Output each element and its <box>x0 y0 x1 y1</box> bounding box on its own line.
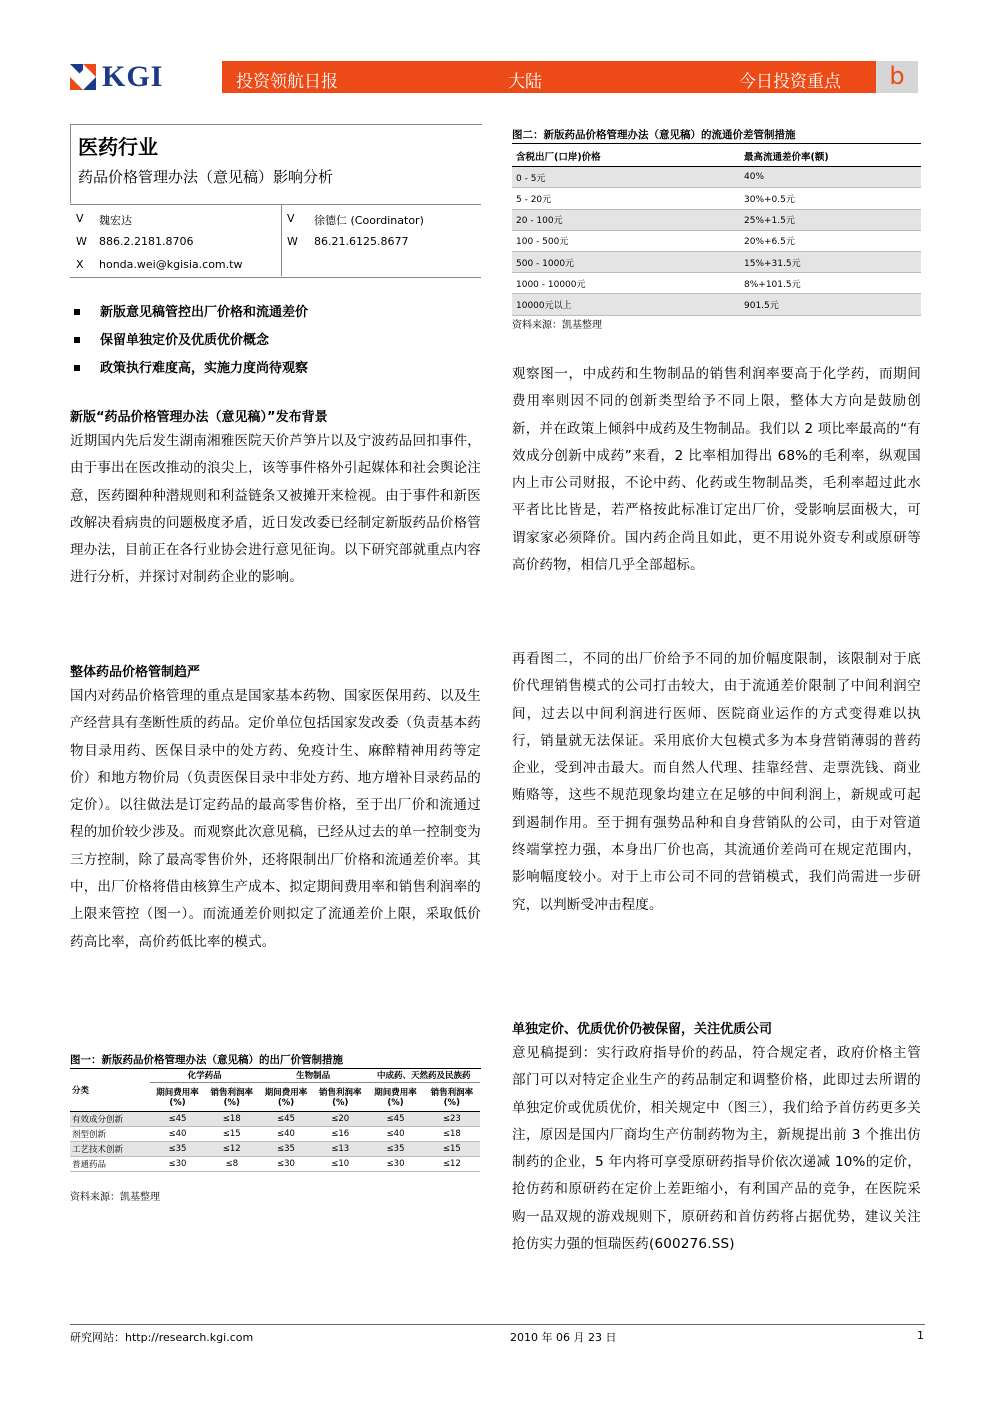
fig1-group-bio: 生物制品 <box>259 1068 368 1083</box>
footer-date: 2010 年 06 月 23 日 <box>510 1331 617 1344</box>
report-focus: 今日投资重点 <box>739 72 841 92</box>
table-cell: 30%+0.5元 <box>740 188 921 209</box>
table-cell: 500 - 1000元 <box>512 251 740 272</box>
fig2-source: 资料来源：凯基整理 <box>512 320 602 331</box>
logo-text: KGI <box>102 60 164 93</box>
sector-title: 医药行业 <box>78 135 158 159</box>
author2-mark: V <box>287 212 295 225</box>
table-row <box>512 230 921 251</box>
table-cell: ≤12 <box>424 1157 480 1172</box>
paragraph-background: 近期国内先后发生湖南湘雅医院天价芦笋片以及宁波药品回扣事件，由于事出在医改推动的浪尖上，该等事件格外引起媒体和社会舆论注意，医药圈种种潜规则和利益链条又被摊开来检视。由于事件和新医改解决看病贵的问题极度矛盾，近日发改委已经制定新版药品价格管理办法，目前正在各行业协会进行意见征询。以下研究部就重点内容进行分析，并探讨对制药企业的影响。 <box>70 433 481 586</box>
paragraph-fig1-analysis: 观察图一，中成药和生物制品的销售利润率要高于化学药，而期间费用率则因不同的创新类型给予不同上限，整体大方向是鼓励创新，并在政策上倾斜中成药及生物制品。我们以 2 项比率最高的“有效成分创新中成药”来看，2 比率相加得出 68%的毛利率，纵观国内上市公司财报，不论中药、化药或生物制品类，毛利率超过此水平者比比皆是，若严格按此标准订定出厂价，受影响层面极大，可谓家家必须降价。国内药企尚且如此，更不用说外资专利或原研等高价药物，相信几乎全部超标。 <box>512 366 921 574</box>
table-cell: ≤30 <box>367 1157 423 1172</box>
bullet-item <box>74 301 308 320</box>
fig1-col-class: 分类 <box>70 1068 150 1112</box>
fig1-sub-profit: 销售利润率(%) <box>210 1088 254 1108</box>
table-cell: 5 - 20元 <box>512 188 740 209</box>
table-row <box>512 209 921 230</box>
row-label: 工艺技术创新 <box>70 1142 150 1157</box>
section-heading-price-control: 整体药品价格管制趋严 <box>70 665 201 680</box>
table-cell: 100 - 500元 <box>512 230 740 251</box>
table-row <box>512 251 921 272</box>
table-cell: ≤23 <box>424 1112 480 1127</box>
fig1-sub-profit: 销售利润率(%) <box>319 1088 362 1108</box>
table-row <box>512 167 921 188</box>
fig1-sub-profit: 销售利润率(%) <box>430 1088 474 1108</box>
fig2-table <box>512 146 921 316</box>
table-row <box>70 1142 480 1157</box>
table-cell: ≤45 <box>367 1112 423 1127</box>
footer-website[interactable]: 研究网站：http://research.kgi.com <box>70 1331 254 1344</box>
fig1-sub-expense: 期间费用率(%) <box>374 1088 417 1108</box>
bullet-square-icon <box>74 309 80 315</box>
table-cell: ≤40 <box>367 1127 423 1142</box>
kgi-logo <box>70 62 180 92</box>
kgi-logo-icon <box>70 64 96 90</box>
table-cell: ≤16 <box>313 1127 367 1142</box>
author1-tel: 886.2.2181.8706 <box>99 235 194 248</box>
table-cell: 15%+31.5元 <box>740 251 921 272</box>
fig1-source: 资料来源：凯基整理 <box>70 1192 160 1203</box>
report-region: 大陆 <box>508 72 542 92</box>
report-banner <box>222 61 876 93</box>
table-cell: ≤15 <box>424 1142 480 1157</box>
page-footer <box>70 1324 925 1344</box>
footer-page-number: 1 <box>917 1329 924 1342</box>
table-cell: ≤40 <box>259 1127 313 1142</box>
table-cell: ≤18 <box>205 1112 259 1127</box>
table-cell: ≤12 <box>205 1142 259 1157</box>
authors-divider <box>281 204 282 276</box>
author1-name: 魏宏达 <box>99 214 132 227</box>
section-heading-background: 新版“药品价格管理办法（意见稿）”发布背景 <box>70 410 328 425</box>
fig1-group-tcm: 中成药、天然药及民族药 <box>367 1068 480 1083</box>
bullet-square-icon <box>74 337 80 343</box>
table-cell: ≤15 <box>205 1127 259 1142</box>
table-row <box>512 273 921 294</box>
fig1-sub-expense: 期间费用率(%) <box>264 1088 308 1108</box>
table-cell: ≤35 <box>150 1142 204 1157</box>
table-cell: ≤8 <box>205 1157 259 1172</box>
fig2-col-price: 含税出厂(口岸)价格 <box>512 146 740 167</box>
table-cell: ≤35 <box>259 1142 313 1157</box>
author1-email[interactable]: honda.wei@kgisia.com.tw <box>99 258 243 271</box>
fig1-caption: 图一：新版药品价格管理办法（意见稿）的出厂价管制措施 <box>70 1052 481 1069</box>
bullet-square-icon <box>74 365 80 371</box>
author2-tel: 86.21.6125.8677 <box>314 235 409 248</box>
table-cell: ≤20 <box>313 1112 367 1127</box>
row-label: 有效成分创新 <box>70 1112 150 1127</box>
bullet-text: 保留单独定价及优质优价概念 <box>100 333 270 348</box>
table-cell: 0 - 5元 <box>512 167 740 188</box>
table-cell: ≤30 <box>150 1157 204 1172</box>
section-heading-pricing: 单独定价、优质优价仍被保留，关注优质公司 <box>512 1022 773 1037</box>
author1-mail-mark: X <box>76 258 84 271</box>
paragraph-price-control: 国内对药品价格管理的重点是国家基本药物、国家医保用药、以及生产经营具有垄断性质的药品。定价单位包括国家发改委（负责基本药物目录用药、医保目录中的处方药、免疫计生、麻醉精神用药等定价）和地方物价局（负责医保目录中非处方药、地方增补目录药品的定价）。以往做法是订定药品的最高零售价格，至于出厂价和流通过程的加价较少涉及。而观察此次意见稿，已经从过去的单一控制变为三方控制，除了最高零售价外，还将限制出厂价格和流通差价率。其中，出厂价格将借由核算生产成本、拟定期间费用率和销售利润率的上限来管控（图一）。而流通差价则拟定了流通差价上限，采取低价药高比率，高价药低比率的模式。 <box>70 688 481 950</box>
banner-tab-letter: b <box>876 61 918 93</box>
bullet-text: 新版意见稿管控出厂价格和流通差价 <box>100 305 309 320</box>
fig1-group-chem: 化学药品 <box>150 1068 259 1083</box>
table-row <box>70 1127 480 1142</box>
fig1-sub-expense: 期间费用率(%) <box>156 1088 199 1108</box>
table-cell: ≤45 <box>259 1112 313 1127</box>
table-cell: ≤35 <box>367 1142 423 1157</box>
table-cell: 8%+101.5元 <box>740 273 921 294</box>
table-cell: 40% <box>740 167 921 188</box>
table-row <box>512 294 921 315</box>
sector-subtitle: 药品价格管理办法（意见稿）影响分析 <box>78 168 334 186</box>
table-cell: 901.5元 <box>740 294 921 315</box>
table-cell: ≤40 <box>150 1127 204 1142</box>
bullet-item <box>74 357 308 376</box>
row-label: 普通药品 <box>70 1157 150 1172</box>
table-cell: ≤30 <box>259 1157 313 1172</box>
paragraph-pricing: 意见稿提到：实行政府指导价的药品，符合规定者，政府价格主管部门可以对特定企业生产的药品制定和调整价格，此即过去所谓的单独定价或优质优价，相关规定中（图三），我们给予首仿药更多关注，原因是国内厂商均生产仿制药物为主，新规提出前 3 个推出仿制药的企业，5 年内将可享受原研药指导价依次递减 10%的定价，抢仿药和原研药在定价上差距缩小，有利国产品的竞争，在医院采购一品双规的游戏规则下，原研药和首仿药将占据优势，建议关注抢仿实力强的恒瑞医药(600276.SS) <box>512 1045 921 1253</box>
table-cell: 20 - 100元 <box>512 209 740 230</box>
table-row <box>70 1157 480 1172</box>
fig2-caption: 图二：新版药品价格管理办法（意见稿）的流通价差管制措施 <box>512 127 921 144</box>
paragraph-fig2-analysis: 再看图二，不同的出厂价给予不同的加价幅度限制，该限制对于底价代理销售模式的公司打击较大，由于流通差价限制了中间利润空间，过去以中间利润进行医师、医院商业运作的方式变得难以执行，销量就无法保证。采用底价大包模式多为本身营销薄弱的普药企业，受到冲击最大。而自然人代理、挂靠经营、走票洗钱、商业贿赂等，这些不规范现象均建立在足够的中间利润上，新规或可起到遏制作用。至于拥有强势品种和自身营销队的公司，由于对管道终端掌控力强，本身出厂价也高，其流通价差尚可在规定范围内，影响幅度较小。对于上市公司不同的营销模式，我们尚需进一步研究，以判断受冲击程度。 <box>512 651 921 913</box>
bullet-text: 政策执行难度高，实施力度尚待观察 <box>100 361 309 376</box>
table-cell: ≤13 <box>313 1142 367 1157</box>
fig1-table <box>70 1068 480 1172</box>
table-row <box>512 188 921 209</box>
author1-mark: V <box>76 212 84 225</box>
table-cell: ≤10 <box>313 1157 367 1172</box>
table-row <box>70 1112 480 1127</box>
author2-name: 徐德仁 (Coordinator) <box>314 214 424 227</box>
table-cell: 1000 - 10000元 <box>512 273 740 294</box>
table-cell: ≤45 <box>150 1112 204 1127</box>
row-label: 剂型创新 <box>70 1127 150 1142</box>
table-cell: ≤18 <box>424 1127 480 1142</box>
fig2-col-margin: 最高流通差价率(额) <box>740 146 921 167</box>
author2-tel-mark: W <box>287 235 298 248</box>
table-cell: 25%+1.5元 <box>740 209 921 230</box>
table-cell: 20%+6.5元 <box>740 230 921 251</box>
author1-tel-mark: W <box>76 235 87 248</box>
bullet-item <box>74 329 269 348</box>
report-name: 投资领航日报 <box>236 72 338 92</box>
table-cell: 10000元以上 <box>512 294 740 315</box>
